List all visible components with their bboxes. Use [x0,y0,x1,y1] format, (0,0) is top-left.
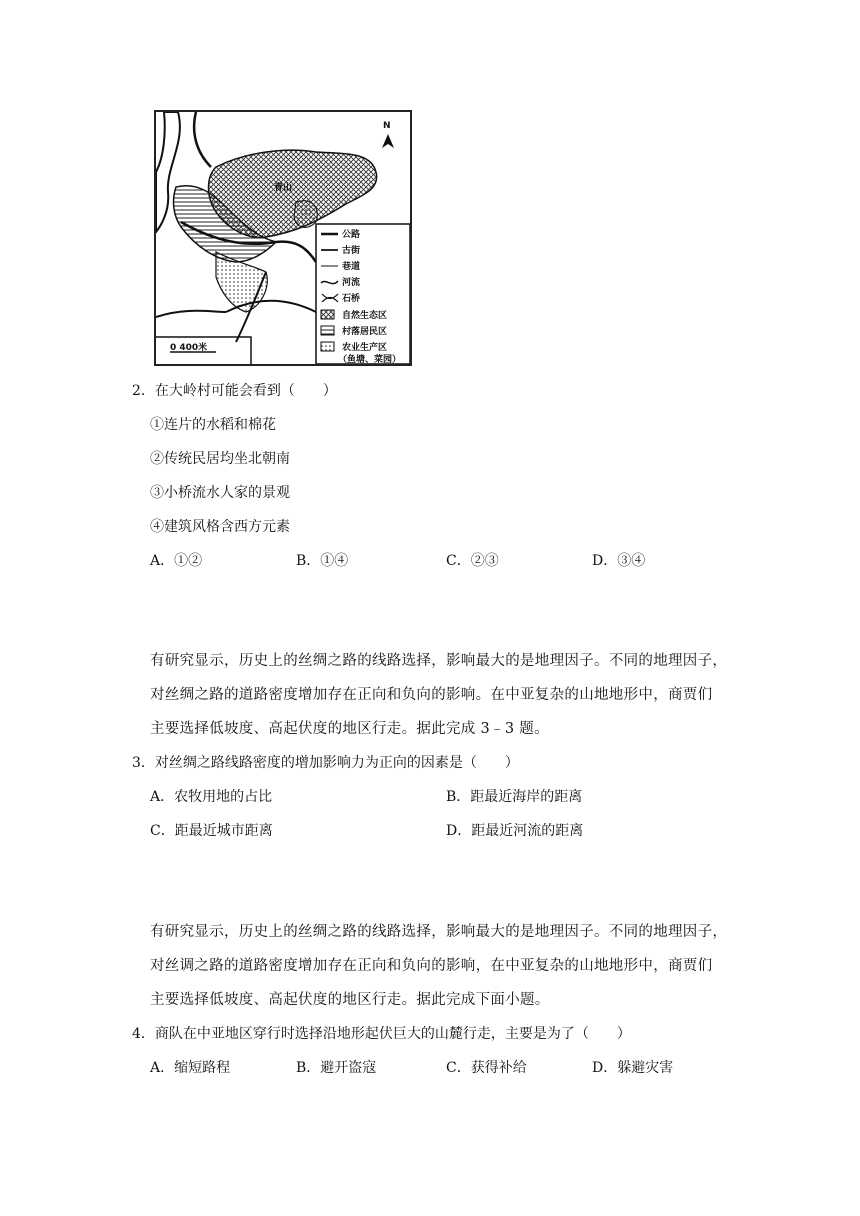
svg-text:巷道: 巷道 [342,262,361,272]
svg-text:石桥: 石桥 [342,294,361,304]
dotted-pattern-icon [321,342,334,351]
q2-stem: 2．在大岭村可能会看到（ ） [132,383,337,399]
mountain-label: 青山 [274,183,293,193]
q3-stem: 3．对丝绸之路线路密度的增加影响力为正向的因素是（ ） [132,755,519,771]
svg-text:古街: 古街 [342,246,361,256]
passage2-line-3: 主要选择低坡度、高起伏度的地区行走。据此完成下面小题。 [150,992,550,1008]
q4-option-b[interactable]: B．避开盗寇 [296,1060,377,1076]
svg-text:（鱼塘、菜园）: （鱼塘、菜园） [338,355,402,364]
svg-text:N: N [383,121,391,131]
passage2-line-1: 有研究显示，历史上的丝绸之路的线路选择，影响最大的是地理因子。不同的地理因子， [150,924,728,940]
q4-option-a[interactable]: A．缩短路程 [150,1060,231,1076]
q3-option-a[interactable]: A．农牧用地的占比 [150,789,273,805]
map-drawing [156,112,410,364]
horizontal-lines-pattern-icon [321,326,334,335]
q2-item-4: ④建筑风格含西方元素 [150,519,290,535]
q3-option-d[interactable]: D．距最近河流的距离 [446,823,584,839]
q3-option-c[interactable]: C．距最近城市距离 [150,823,273,839]
passage2-line-2: 对丝调之路的道路密度增加存在正向和负向的影响，在中亚复杂的山地地形中，商贾们 [150,958,713,974]
q2-option-c[interactable]: C．②③ [446,553,499,569]
village-map [154,110,412,366]
passage1-line-3: 主要选择低坡度、高起伏度的地区行走。据此完成 3﹣3 题。 [150,721,549,737]
svg-text:农业生产区: 农业生产区 [342,343,388,353]
svg-text:自然生态区: 自然生态区 [342,311,388,321]
q2-item-1: ①连片的水稻和棉花 [150,417,276,433]
q2-option-b[interactable]: B．①④ [296,553,349,569]
crosshatch-pattern-icon [321,310,334,319]
q4-stem: 4．商队在中亚地区穿行时选择沿地形起伏巨大的山麓行走，主要是为了（ ） [132,1026,631,1042]
q2-item-2: ②传统民居均坐北朝南 [150,451,290,467]
q2-option-d[interactable]: D．③④ [592,553,646,569]
q3-option-b[interactable]: B．距最近海岸的距离 [446,789,583,805]
q4-option-d[interactable]: D．躲避灾害 [592,1060,674,1076]
svg-text:村落居民区: 村落居民区 [342,327,388,337]
svg-text:河流: 河流 [342,278,361,288]
north-arrow-icon [382,121,394,148]
q4-option-c[interactable]: C．获得补给 [446,1060,527,1076]
svg-text:公路: 公路 [342,230,361,240]
passage1-line-1: 有研究显示，历史上的丝绸之路的线路选择，影响最大的是地理因子。不同的地理因子， [150,653,728,669]
map-legend [316,224,410,364]
q2-option-a[interactable]: A．①② [150,553,203,569]
passage1-line-2: 对丝绸之路的道路密度增加存在正向和负向的影响。在中亚复杂的山地地形中，商贾们 [150,687,713,703]
q2-item-3: ③小桥流水人家的景观 [150,485,290,501]
scale-label: 0 400米 [170,343,208,353]
